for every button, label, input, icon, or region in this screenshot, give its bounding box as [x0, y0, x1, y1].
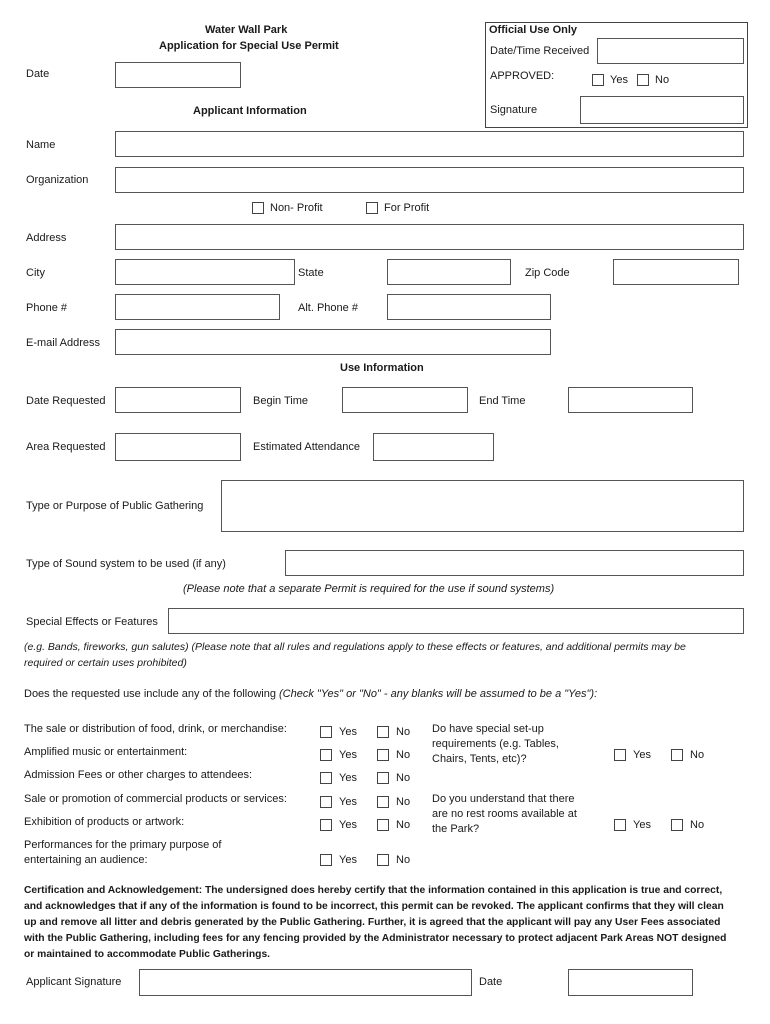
question-performances-line1: Performances for the primary purpose of [24, 839, 222, 851]
form-subtitle: Application for Special Use Permit [159, 40, 339, 52]
official-signature-field[interactable] [580, 96, 744, 124]
setup-no-label: No [690, 749, 705, 761]
for-profit-checkbox[interactable] [366, 202, 378, 214]
question-restroom-line2: are no rest rooms available at [432, 808, 577, 820]
address-label: Address [26, 232, 67, 244]
question-restroom-line1: Do you understand that there [432, 793, 575, 805]
state-field[interactable] [387, 259, 511, 285]
begin-time-field[interactable] [342, 387, 468, 413]
signature-date-field[interactable] [568, 969, 693, 996]
zip-field[interactable] [613, 259, 739, 285]
setup-yes-checkbox[interactable] [614, 749, 626, 761]
question-performances-line2: entertaining an audience: [24, 854, 148, 866]
signature-date-label: Date [479, 976, 503, 988]
restroom-yes-label: Yes [633, 819, 651, 831]
form-title: Water Wall Park [205, 24, 288, 36]
organization-field[interactable] [115, 167, 744, 193]
fees-yes-checkbox[interactable] [320, 772, 332, 784]
special-effects-note-line2: required or certain uses prohibited) [24, 657, 187, 669]
phone-label: Phone # [26, 302, 67, 314]
sound-system-note: (Please note that a separate Permit is required for the use if sound systems) [183, 583, 555, 595]
sound-system-label: Type of Sound system to be used (if any) [26, 558, 226, 570]
phone-field[interactable] [115, 294, 280, 320]
restroom-no-checkbox[interactable] [671, 819, 683, 831]
question-amplified-music: Amplified music or entertainment: [24, 746, 188, 758]
applicant-signature-field[interactable] [139, 969, 472, 996]
date-field[interactable] [115, 62, 241, 88]
city-label: City [26, 267, 45, 279]
organization-label: Organization [26, 174, 89, 186]
name-label: Name [26, 139, 56, 151]
fees-yes-label: Yes [339, 772, 357, 784]
email-field[interactable] [115, 329, 551, 355]
applicant-section-title: Applicant Information [193, 105, 307, 117]
state-label: State [298, 267, 324, 279]
area-requested-label: Area Requested [26, 441, 106, 453]
question-restroom-line3: the Park? [432, 823, 480, 835]
date-requested-field[interactable] [115, 387, 241, 413]
setup-no-checkbox[interactable] [671, 749, 683, 761]
zip-label: Zip Code [525, 267, 570, 279]
exhibition-yes-checkbox[interactable] [320, 819, 332, 831]
non-profit-label: Non- Profit [270, 202, 323, 214]
food-no-label: No [396, 726, 411, 738]
end-time-field[interactable] [568, 387, 693, 413]
official-title: Official Use Only [489, 24, 578, 36]
commercial-yes-checkbox[interactable] [320, 796, 332, 808]
music-no-label: No [396, 749, 411, 761]
question-admission-fees: Admission Fees or other charges to attendees: [24, 769, 253, 781]
question-food: The sale or distribution of food, drink, or merchandise: [24, 723, 287, 735]
fees-no-checkbox[interactable] [377, 772, 389, 784]
estimated-attendance-field[interactable] [373, 433, 494, 461]
for-profit-label: For Profit [384, 202, 430, 214]
performances-no-checkbox[interactable] [377, 854, 389, 866]
official-approved-yes-checkbox[interactable] [592, 74, 604, 86]
music-yes-checkbox[interactable] [320, 749, 332, 761]
sound-system-field[interactable] [285, 550, 744, 576]
performances-yes-label: Yes [339, 854, 357, 866]
question-exhibition: Exhibition of products or artwork: [24, 816, 185, 828]
question-setup-line2: requirements (e.g. Tables, [432, 738, 559, 750]
food-yes-label: Yes [339, 726, 357, 738]
alt-phone-field[interactable] [387, 294, 551, 320]
name-field[interactable] [115, 131, 744, 157]
questions-intro-note: (Check "Yes" or "No" - any blanks will be assumed to be a "Yes"): [279, 688, 598, 700]
music-yes-label: Yes [339, 749, 357, 761]
restroom-yes-checkbox[interactable] [614, 819, 626, 831]
address-field[interactable] [115, 224, 744, 250]
fees-no-label: No [396, 772, 411, 784]
non-profit-checkbox[interactable] [252, 202, 264, 214]
commercial-no-checkbox[interactable] [377, 796, 389, 808]
alt-phone-label: Alt. Phone # [298, 302, 358, 314]
official-approved-label: APPROVED: [490, 70, 555, 82]
estimated-attendance-label: Estimated Attendance [253, 441, 361, 453]
food-yes-checkbox[interactable] [320, 726, 332, 738]
official-date-received-label: Date/Time Received [490, 45, 590, 57]
city-field[interactable] [115, 259, 295, 285]
end-time-label: End Time [479, 395, 526, 407]
setup-yes-label: Yes [633, 749, 651, 761]
performances-no-label: No [396, 854, 411, 866]
commercial-yes-label: Yes [339, 796, 357, 808]
question-setup-line3: Chairs, Tents, etc)? [432, 753, 527, 765]
purpose-label: Type or Purpose of Public Gathering [26, 500, 204, 512]
official-yes-label: Yes [610, 74, 628, 86]
special-effects-note-line1: (e.g. Bands, fireworks, gun salutes) (Please note that all rules and regulations apply to these effects or features, and additional permits may be [24, 641, 686, 653]
date-label: Date [26, 68, 50, 80]
exhibition-no-checkbox[interactable] [377, 819, 389, 831]
questions-intro [24, 688, 597, 701]
commercial-no-label: No [396, 796, 411, 808]
official-approved-no-checkbox[interactable] [637, 74, 649, 86]
official-no-label: No [655, 74, 670, 86]
applicant-signature-label: Applicant Signature [26, 976, 122, 988]
questions-intro-text: Does the requested use include any of the following [24, 688, 276, 700]
food-no-checkbox[interactable] [377, 726, 389, 738]
exhibition-no-label: No [396, 819, 411, 831]
official-date-received-field[interactable] [597, 38, 744, 64]
restroom-no-label: No [690, 819, 705, 831]
performances-yes-checkbox[interactable] [320, 854, 332, 866]
use-section-title: Use Information [340, 362, 424, 374]
official-signature-label: Signature [490, 104, 538, 116]
certification-text: Certification and Acknowledgement: The undersigned does hereby certify that the information contained in this application is true and correct, and acknowledges that if any of the information is found to be incorrect, this permit can be revoked. The applicant confirms that they will clean up and remove all litter and debris generated by the Public Gathering. Further, it is agreed that the applicant will pay any User Fees associated with the Public Gathering, including fees for any fencing provided by the Administrator necessary to protect adjacent Park Areas NOT designed or maintained to accommodate Public Gatherings. [24, 885, 727, 960]
purpose-field[interactable] [221, 480, 744, 532]
date-requested-label: Date Requested [26, 395, 106, 407]
special-effects-field[interactable] [168, 608, 744, 634]
exhibition-yes-label: Yes [339, 819, 357, 831]
email-label: E-mail Address [26, 337, 100, 349]
question-commercial-products: Sale or promotion of commercial products or services: [24, 793, 287, 805]
begin-time-label: Begin Time [253, 395, 309, 407]
area-requested-field[interactable] [115, 433, 241, 461]
question-setup-line1: Do have special set-up [432, 723, 544, 735]
music-no-checkbox[interactable] [377, 749, 389, 761]
special-effects-label: Special Effects or Features [26, 616, 158, 628]
